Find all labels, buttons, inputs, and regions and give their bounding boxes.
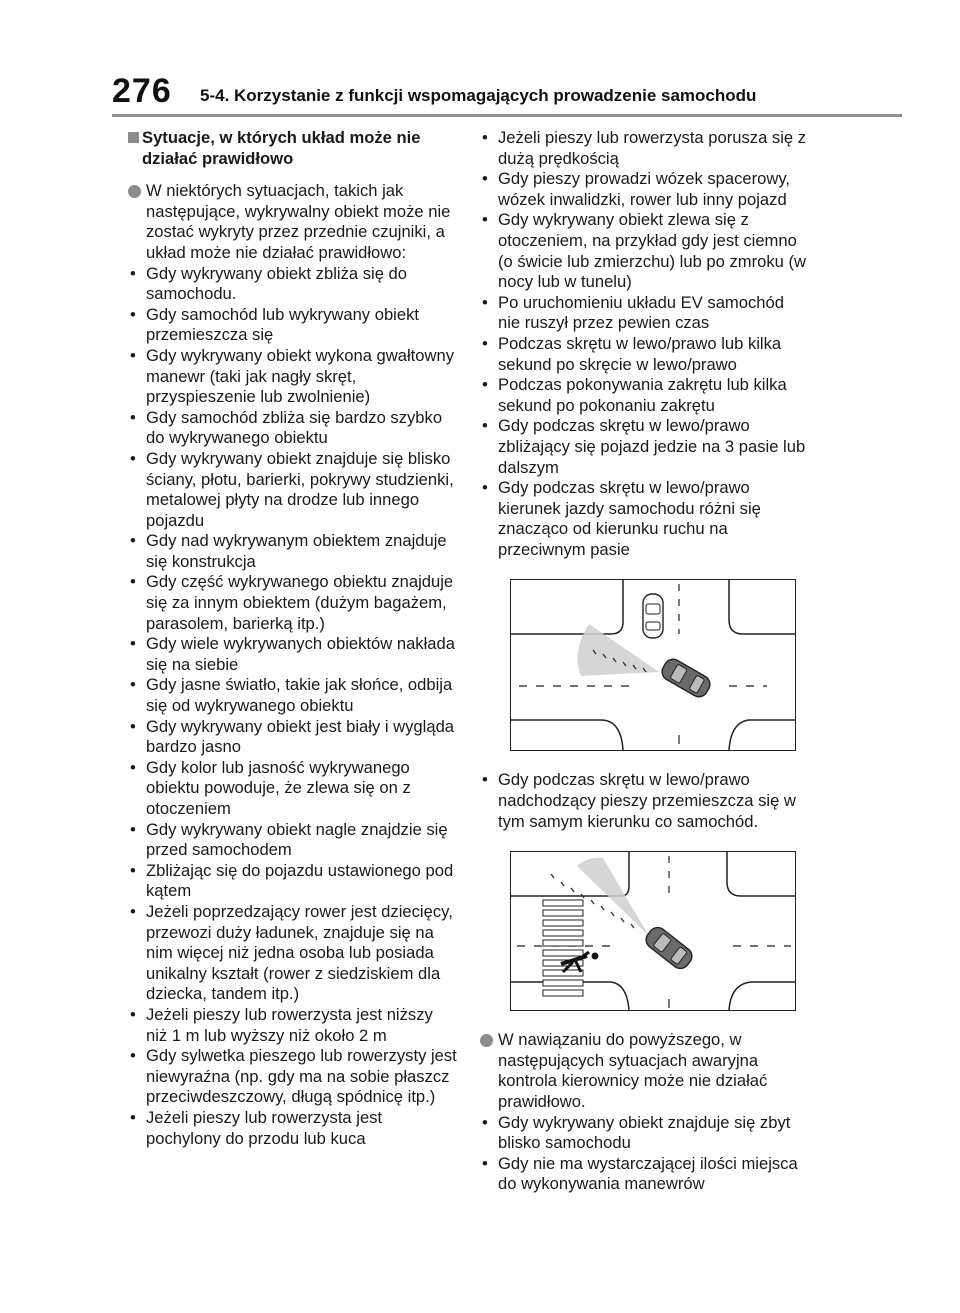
list-item: • Gdy samochód zbliża się bardzo szybko do wykrywanego obiektu <box>128 408 458 449</box>
list-item: • Gdy część wykrywanego obiektu znajduje się za innym obiektem (dużym bagażem, parasolem, barierką itp.) <box>128 572 458 634</box>
condition-list-mid <box>480 770 810 832</box>
car-icon <box>643 594 663 638</box>
list-item: • Gdy wykrywany obiekt wykona gwałtowny manewr (taki jak nagły skręt, przyspieszenie lub zwolnienie) <box>128 346 458 408</box>
list-item: • Gdy wykrywany obiekt jest biały i wygląda bardzo jasno <box>128 717 458 758</box>
intro-text: W niektórych sytuacjach, takich jak następujące, wykrywalny obiekt może nie zostać wykryty przez przednie czujniki, a układ może nie działać prawidłowo: <box>146 181 451 262</box>
left-column <box>128 128 458 1149</box>
list-item: • Gdy wykrywany obiekt znajduje się blisko ściany, płotu, barierki, pokrywy studzienki, metalowej płyty na drodze lub innego pojazdu <box>128 449 458 531</box>
car-icon <box>643 924 696 972</box>
list-item: • Jeżeli pieszy lub rowerzysta porusza się z dużą prędkością <box>480 128 810 169</box>
steering-paragraph-text: W nawiązaniu do powyższego, w następujących sytuacjach awaryjna kontrola kierownicy może nie działać prawidłowo. <box>498 1030 768 1112</box>
list-item: • Gdy kolor lub jasność wykrywanego obiektu powoduje, że zlewa się on z otoczeniem <box>128 758 458 820</box>
list-item: • Gdy sylwetka pieszego lub rowerzysty jest niewyraźna (np. gdy ma na sobie płaszcz przeciwdeszczowy, długą spódnicę itp.) <box>128 1046 458 1108</box>
subsection-heading <box>128 128 458 169</box>
list-item: • Gdy jasne światło, takie jak słońce, odbija się od wykrywanego obiektu <box>128 675 458 716</box>
list-item: • Gdy wykrywany obiekt nagle znajdzie się przed samochodem <box>128 820 458 861</box>
right-column <box>480 128 810 1195</box>
list-item: • Gdy nad wykrywanym obiektem znajduje się konstrukcja <box>128 531 458 572</box>
turning-vehicle-illustration <box>510 579 796 751</box>
intro-paragraph <box>128 181 458 263</box>
list-item: • Gdy nie ma wystarczającej ilości miejsca do wykonywania manewrów <box>480 1154 810 1195</box>
round-bullet-icon <box>128 185 141 198</box>
list-item: • Gdy wykrywany obiekt zlewa się z otoczeniem, na przykład gdy jest ciemno (o świcie lub zmierzchu) lub po zmroku (w nocy lub w tunelu) <box>480 210 810 292</box>
list-item: • Gdy wykrywany obiekt zbliża się do samochodu. <box>128 264 458 305</box>
section-title: 5-4. Korzystanie z funkcji wspomagających prowadzenie samochodu <box>200 86 757 105</box>
list-item: • Gdy podczas skrętu w lewo/prawo kierunek jazdy samochodu różni się znacząco od kierunku ruchu na przeciwnym pasie <box>480 478 810 560</box>
subsection-heading-text: Sytuacje, w których układ może nie działać prawidłowo <box>142 128 421 168</box>
car-icon <box>659 656 713 700</box>
list-item: • Gdy wykrywany obiekt znajduje się zbyt blisko samochodu <box>480 1113 810 1154</box>
list-item: • Podczas skrętu w lewo/prawo lub kilka sekund po skręcie w lewo/prawo <box>480 334 810 375</box>
list-item: • Zbliżając się do pojazdu ustawionego pod kątem <box>128 861 458 902</box>
list-item: • Gdy podczas skrętu w lewo/prawo zbliżający się pojazd jedzie na 3 pasie lub dalszym <box>480 416 810 478</box>
round-bullet-icon <box>480 1034 493 1047</box>
header-rule <box>112 114 902 117</box>
pedestrian-crossing-illustration <box>510 851 796 1011</box>
list-item: • Gdy podczas skrętu w lewo/prawo nadchodzący pieszy przemieszcza się w tym samym kierunku co samochód. <box>480 770 810 832</box>
list-item: • Gdy wiele wykrywanych obiektów nakłada się na siebie <box>128 634 458 675</box>
list-item: • Jeżeli poprzedzający rower jest dziecięcy, przewozi duży ładunek, znajduje się na nim więcej niż jedna osoba lub posiada unikalny kształt (rower z siedziskiem dla dziecka, tandem itp.) <box>128 902 458 1005</box>
list-item: • Po uruchomieniu układu EV samochód nie ruszył przez pewien czas <box>480 293 810 334</box>
steering-condition-list <box>480 1113 810 1195</box>
list-item: • Jeżeli pieszy lub rowerzysta jest niższy niż 1 m lub wyższy niż około 2 m <box>128 1005 458 1046</box>
condition-list-continued <box>480 128 810 560</box>
page-number: 276 <box>112 72 172 110</box>
list-item: • Gdy pieszy prowadzi wózek spacerowy, wózek inwalidzki, rower lub inny pojazd <box>480 169 810 210</box>
condition-list <box>128 264 458 1150</box>
list-item: • Podczas pokonywania zakrętu lub kilka sekund po pokonaniu zakrętu <box>480 375 810 416</box>
steering-paragraph <box>480 1030 810 1112</box>
square-bullet-icon <box>128 132 139 143</box>
page-header <box>0 0 960 120</box>
sensor-beam <box>577 858 649 936</box>
list-item: • Jeżeli pieszy lub rowerzysta jest pochylony do przodu lub kuca <box>128 1108 458 1149</box>
list-item: • Gdy samochód lub wykrywany obiekt przemieszcza się <box>128 305 458 346</box>
